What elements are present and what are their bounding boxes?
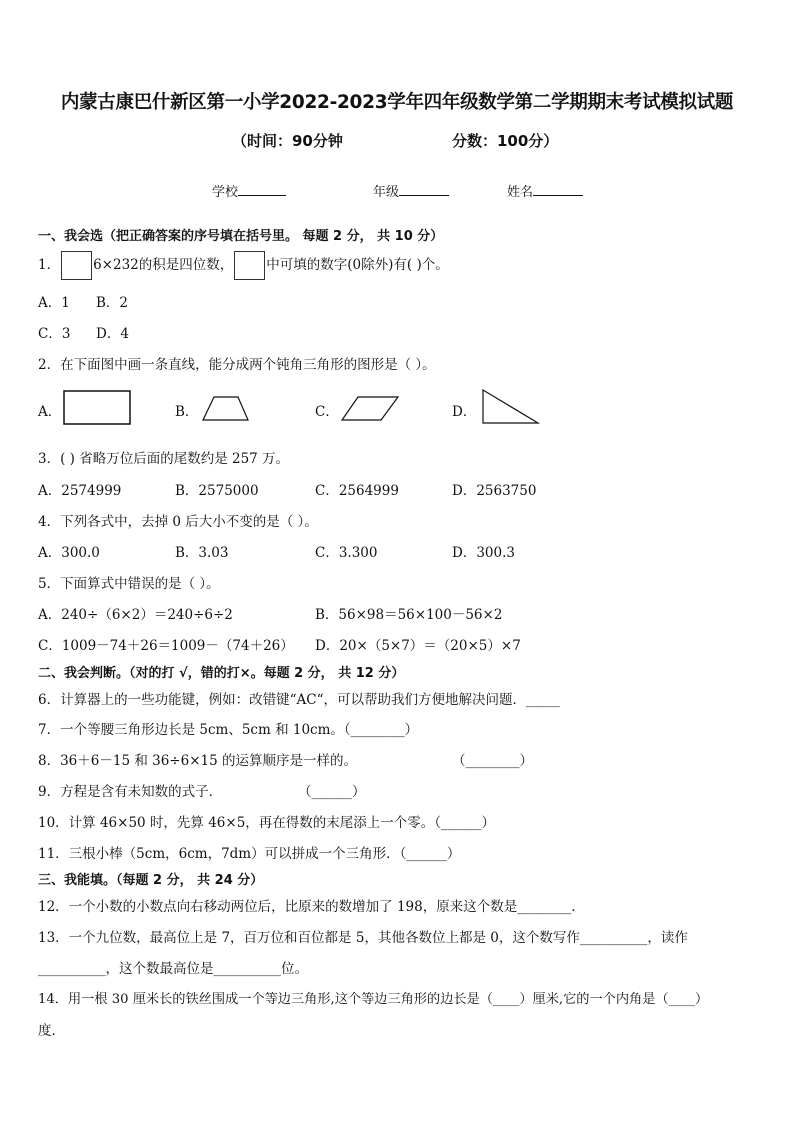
rectangle-shape xyxy=(63,390,133,426)
question-3: 3．( ) 省略万位后面的尾数约是 257 万。 xyxy=(38,451,290,467)
q1-blank-box-2[interactable] xyxy=(234,251,265,280)
question-14-line-1: 14．用一根 30 厘米长的铁丝围成一个等边三角形,这个等边三角形的边长是（____）厘米,它的一个内角是（____） xyxy=(38,992,709,1007)
page-title: 内蒙古康巴什新区第一小学2022-2023学年四年级数学第二学期期末考试模拟试题 xyxy=(60,92,734,113)
q4-option-a[interactable]: A．300.0 xyxy=(38,545,100,561)
school-label: 学校 xyxy=(212,185,239,200)
right-triangle-shape xyxy=(481,388,541,426)
q1-text-a: 6×232的积是四位数， xyxy=(93,257,234,273)
q1-option-c[interactable]: C．3 xyxy=(38,326,71,342)
q3-option-d[interactable]: D．2563750 xyxy=(452,483,537,499)
question-10: 10．计算 46×50 时，先算 46×5，再在得数的末尾添上一个零。（______） xyxy=(38,815,496,831)
question-2: 2．在下面图中画一条直线，能分成两个钝角三角形的图形是（ ）。 xyxy=(38,357,436,373)
q2-option-c-label[interactable]: C． xyxy=(315,404,339,420)
grade-field xyxy=(373,181,449,200)
q5-option-d[interactable]: D．20×（5×7）＝（20×5）×7 xyxy=(315,638,521,654)
q1-option-b[interactable]: B．2 xyxy=(96,295,129,311)
question-9: 9．方程是含有未知数的式子． xyxy=(38,784,223,800)
question-1 xyxy=(38,251,449,280)
q1-blank-box-1[interactable] xyxy=(61,251,92,280)
q2-option-b-label[interactable]: B． xyxy=(175,404,199,420)
name-field xyxy=(507,181,583,200)
q5-option-c[interactable]: C．1009－74＋26＝1009－（74＋26） xyxy=(38,638,294,654)
q2-option-d-label[interactable]: D． xyxy=(452,404,477,420)
question-13-line-2: __________，这个数最高位是__________位。 xyxy=(38,961,308,977)
question-8: 8．36＋6－15 和 36÷6×15 的运算顺序是一样的。 xyxy=(38,753,357,769)
q1-option-d[interactable]: D．4 xyxy=(96,326,129,342)
q9-answer-blank[interactable]: （______） xyxy=(298,784,366,800)
exam-score: 分数：100分） xyxy=(452,132,559,150)
grade-label: 年级 xyxy=(373,185,400,200)
q4-option-c[interactable]: C．3.300 xyxy=(315,545,378,561)
grade-blank[interactable] xyxy=(399,182,449,196)
question-6: 6．计算器上的一些功能键，例如：改错键“AC“，可以帮助我们方便地解决问题．_____ xyxy=(38,692,560,708)
q5-option-b[interactable]: B．56×98＝56×100－56×2 xyxy=(315,607,503,623)
question-12: 12．一个小数的小数点向右移动两位后，比原来的数增加了 198，原来这个数是________． xyxy=(38,899,585,915)
q3-option-a[interactable]: A．2574999 xyxy=(38,483,122,499)
name-label: 姓名 xyxy=(507,185,534,200)
question-5: 5．下面算式中错误的是（ ）。 xyxy=(38,576,220,592)
school-blank[interactable] xyxy=(238,182,286,196)
exam-time: （时间：90分钟 xyxy=(232,132,343,150)
q1-text-b: 中可填的数字(0除外)有( )个。 xyxy=(266,257,449,273)
q1-option-a[interactable]: A．1 xyxy=(38,295,70,311)
q3-option-c[interactable]: C．2564999 xyxy=(315,483,399,499)
school-field xyxy=(212,181,286,200)
parallelogram-shape xyxy=(340,395,400,423)
trapezoid-shape xyxy=(201,395,251,423)
q3-option-b[interactable]: B．2575000 xyxy=(175,483,259,499)
question-4: 4．下列各式中，去掉 0 后大小不变的是（ ）。 xyxy=(38,514,318,530)
question-11: 11．三根小棒（5cm，6cm，7dm）可以拼成一个三角形．（______） xyxy=(38,846,461,862)
question-14-line-2: 度． xyxy=(38,1023,65,1039)
q4-option-b[interactable]: B．3.03 xyxy=(175,545,229,561)
section2-heading: 二、我会判断。（对的打 √，错的打×。每题 2 分， 共 12 分） xyxy=(38,666,405,681)
q1-number: 1． xyxy=(38,257,61,273)
section3-heading: 三、我能填。（每题 2 分， 共 24 分） xyxy=(38,873,264,888)
question-13-line-1: 13．一个九位数，最高位上是 7，百万位和百位都是 5，其他各数位上都是 0，这个数写作__________，读作 xyxy=(38,930,688,946)
question-7: 7．一个等腰三角形边长是 5cm、5cm 和 10cm。（________） xyxy=(38,722,419,738)
q2-option-a-label[interactable]: A． xyxy=(38,404,62,420)
q4-option-d[interactable]: D．300.3 xyxy=(452,545,515,561)
name-blank[interactable] xyxy=(533,182,583,196)
section1-heading: 一、我会选（把正确答案的序号填在括号里。 每题 2 分， 共 10 分） xyxy=(38,229,444,244)
q5-option-a[interactable]: A．240÷（6×2）＝240÷6÷2 xyxy=(38,607,233,623)
q8-answer-blank[interactable]: （________） xyxy=(452,753,533,769)
